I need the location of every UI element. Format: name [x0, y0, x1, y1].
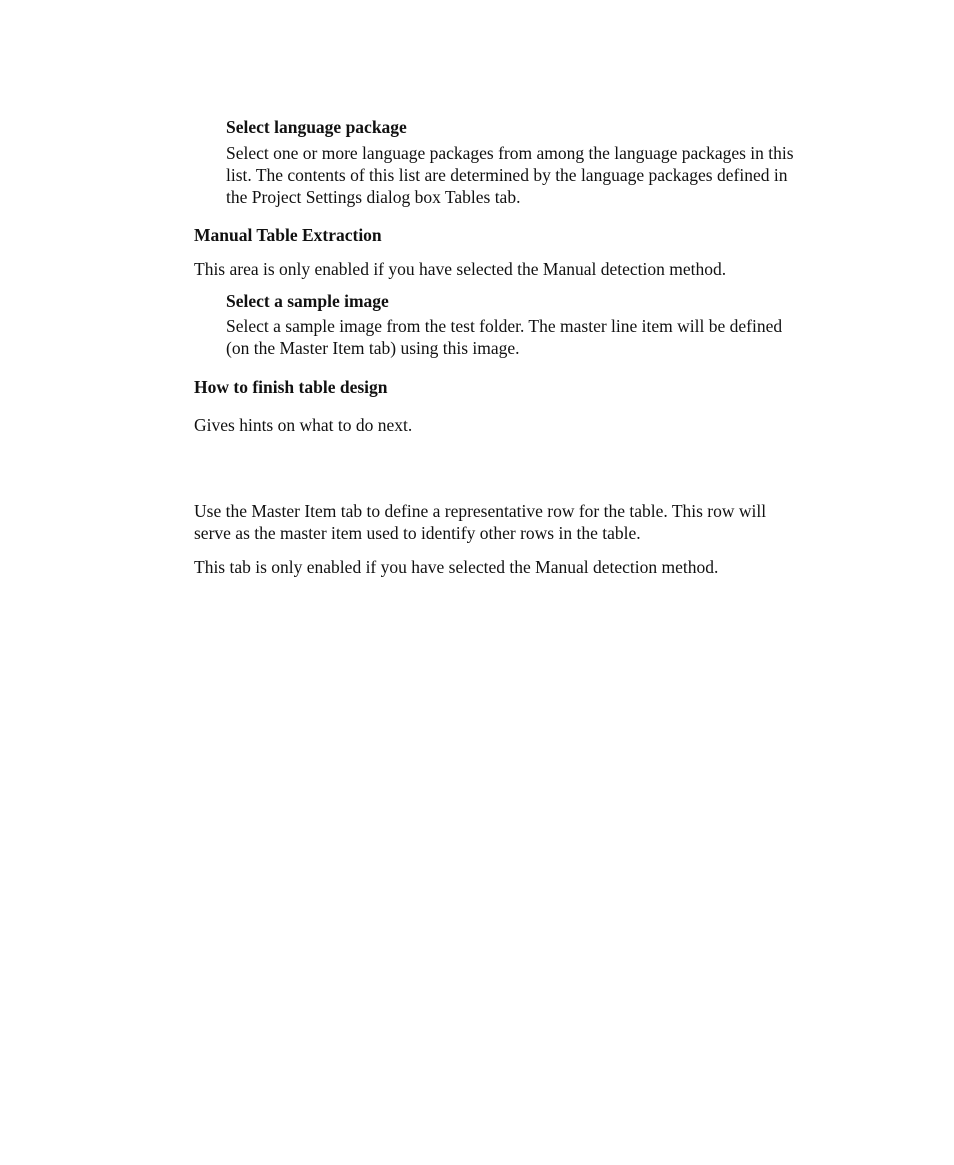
description-line: the Project Settings dialog box Tables tab. [226, 187, 521, 207]
master-item-note: This tab is only enabled if you have selected the Manual detection method. [194, 557, 719, 577]
select-sample-image-heading: Select a sample image [226, 291, 389, 311]
description-line: (on the Master Item tab) using this image. [226, 338, 520, 358]
description-line: Select a sample image from the test folder. The master line item will be defined [226, 316, 783, 336]
how-to-finish-description: Gives hints on what to do next. [194, 415, 413, 435]
select-language-package-heading: Select language package [226, 117, 407, 137]
description-line: serve as the master item used to identify other rows in the table. [194, 523, 641, 543]
description-line: Use the Master Item tab to define a representative row for the table. This row will [194, 501, 767, 521]
manual-table-extraction-heading: Manual Table Extraction [194, 225, 382, 245]
select-sample-image-description [226, 315, 886, 359]
manual-table-extraction-description: This area is only enabled if you have selected the Manual detection method. [194, 259, 727, 279]
master-item-description [194, 500, 864, 544]
description-line: Select one or more language packages from among the language packages in this [226, 143, 794, 163]
select-language-package-description [226, 142, 886, 208]
how-to-finish-heading: How to finish table design [194, 377, 388, 397]
description-line: list. The contents of this list are determined by the language packages defined in [226, 165, 788, 185]
